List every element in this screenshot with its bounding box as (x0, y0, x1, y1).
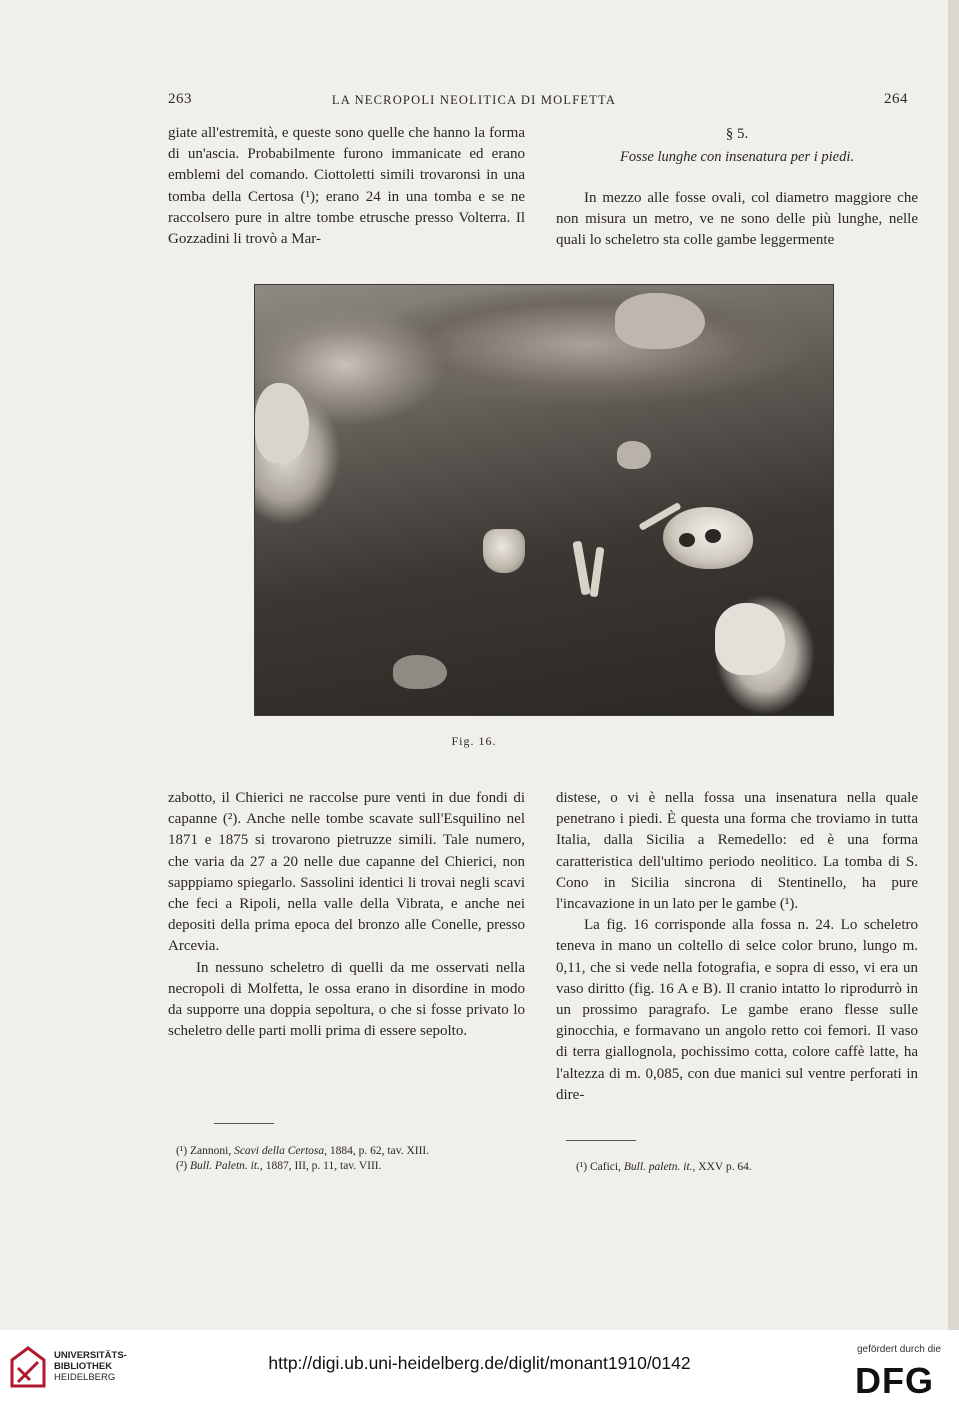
page-number-right: 264 (884, 91, 908, 107)
stone-shard (617, 441, 651, 469)
footnotes-right (576, 1160, 916, 1175)
sponsor-note: gefördert durch die (857, 1344, 941, 1355)
rock-bottom (393, 655, 447, 689)
page-number-left: 263 (168, 91, 192, 107)
rock-left (255, 383, 309, 463)
section-title: Fosse lunghe con insenatura per i piedi. (620, 149, 854, 165)
top-left-column (168, 123, 525, 250)
skull (663, 507, 753, 569)
permalink-url[interactable]: http://digi.ub.uni-heidelberg.de/diglit/monant1910/0142 (268, 1353, 691, 1373)
femur-bone (572, 541, 590, 596)
top-left-text: giate all'estremità, e queste sono quelle che hanno la forma di un'ascia. Probabilmente furono immanicate ed erano emblemi del comando. Ciottoletti simili trovaronsi in una tomba della Certosa (¹); erano 24 in una tomba e se ne raccolsero pure in altre tombe etrusche presso Volterra. Il Gozzadini li trovò a Mar- (168, 125, 525, 248)
rock-right (715, 603, 785, 675)
section-heading (556, 124, 918, 168)
bottom-left-column (168, 788, 525, 1042)
footnote-left-1: (¹) Zannoni, Scavi della Certosa, 1884, p. 62, tav. XIII. (176, 1145, 430, 1157)
footnote-rule-right (566, 1140, 636, 1141)
footnote-left-2: (²) Bull. Paletn. it., 1887, III, p. 11, tav. VIII. (176, 1160, 382, 1172)
library-name: UNIVERSITÄTS- BIBLIOTHEK HEIDELBERG (54, 1350, 127, 1383)
top-right-column (556, 188, 918, 252)
top-right-text: In mezzo alle fosse ovali, col diametro maggiore che non misura un metro, ve ne sono delle più lunghe, nelle quali lo scheletro sta colle gambe leggermente (556, 190, 918, 249)
skull-orbit-left (679, 533, 695, 547)
bottom-right-column (556, 788, 918, 1106)
figure-caption: Fig. 16. (451, 734, 497, 748)
footnote-rule-left (214, 1123, 274, 1124)
bottom-left-paragraph-2: In nessuno scheletro di quelli da me osservati nella necropoli di Molfetta, le ossa erano in disordine in modo da supporre una doppia sepoltura, o che si fosse privato lo scheletro delle parti molli prima di essere sepolto. (168, 959, 525, 1040)
bottom-left-paragraph-1: zabotto, il Chierici ne raccolse pure venti in due fondi di capanne (²). Anche nelle tombe scavate sull'Esquilino nel 1871 e 1875 si trovarono pietruzze simili. Tale numero, che varia da 27 a 20 nelle due capanne del Chierici, non sapppiamo spiegarlo. Sassolini identici li trovai negli scavi che feci a Ripoli, nella valle della Vibrata, e anche nei depositi della prima epoca del bronzo alle Conelle, presso Arcevia. (168, 790, 525, 955)
figure-16-photo (254, 284, 834, 716)
footnote-right-1: (¹) Cafici, Bull. paletn. it., XXV p. 64. (576, 1161, 752, 1173)
page-edge (948, 0, 959, 1330)
footnotes-left (176, 1144, 536, 1174)
bottom-right-paragraph-1: distese, o vi è nella fossa una insenatura nella quale penetrano i piedi. È questa una forma che troviamo in tutta Italia, dalla Sicilia a Remedello: ed è una forma caratteristica dell'ultimo periodo neolitico. La tomba di S. Cono in Sicilia sincrona di Stentinello, ha pure l'incavazione in un lato per le gambe (¹). (556, 790, 918, 913)
rock-top (615, 293, 705, 349)
running-title: LA NECROPOLI NEOLITICA DI MOLFETTA (331, 93, 617, 107)
tibia-bone (590, 547, 605, 598)
bottom-right-paragraph-2: La fig. 16 corrisponde alla fossa n. 24. Lo scheletro teneva in mano un coltello di selce color bruno, lungo m. 0,11, che si vede nella fotografia, e sopra di esso, vi era un vaso diritto (fig. 16 A e B). Il cranio intatto lo riprodurrò in un prossimo paragrafo. Le gambe erano flesse sulle ginocchia, e formavano un angolo retto coi femori. Il vaso di terra giallognola, pochissimo cotta, colore caffè latte, ha l'altezza di m. 0,085, con due manici sul ventre perforati in dire- (556, 917, 918, 1103)
viewer-footer (0, 1330, 959, 1407)
section-number: § 5. (725, 126, 749, 142)
dfg-logo: DFG (855, 1360, 934, 1401)
vase (483, 529, 525, 573)
skull-orbit-right (705, 529, 721, 543)
